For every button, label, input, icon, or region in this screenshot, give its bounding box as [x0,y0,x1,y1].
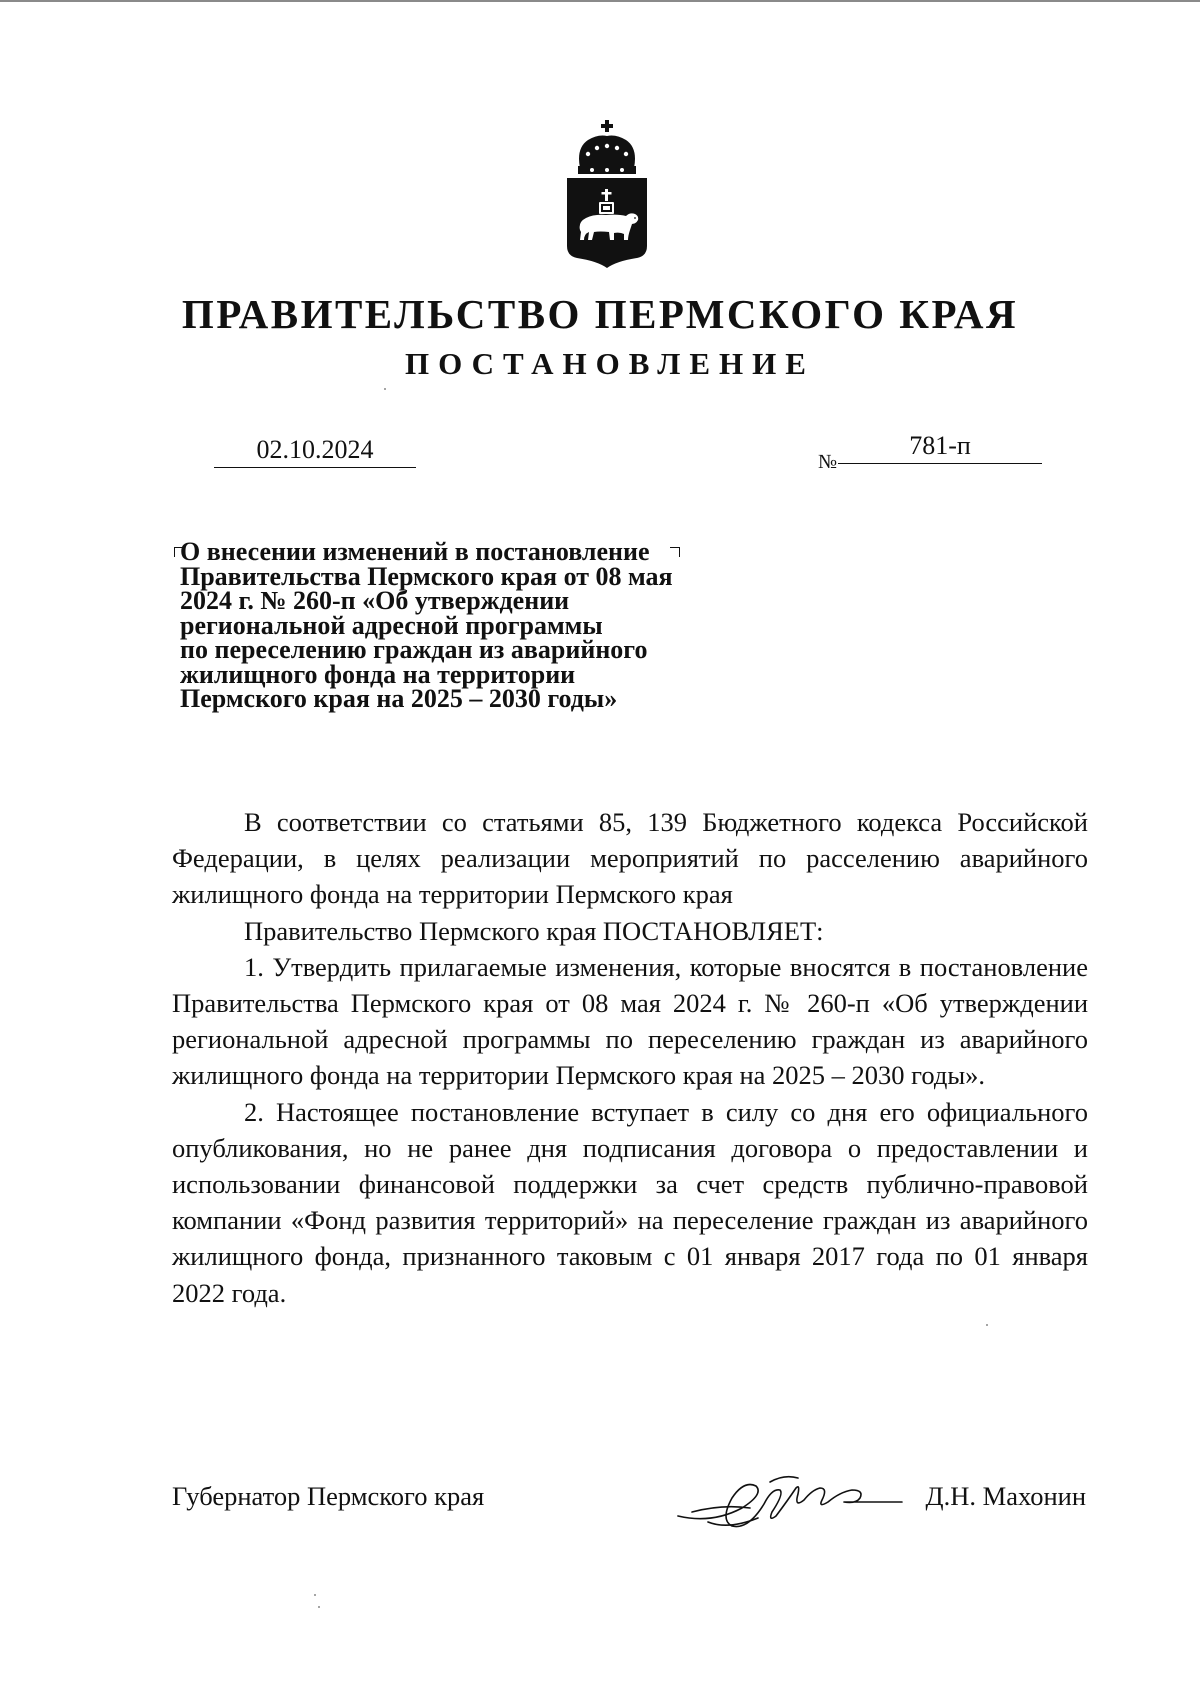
scan-speck [314,1594,316,1596]
subject-line: 2024 г. № 260-п «Об утверждении [180,586,570,615]
document-number: 781-п [838,429,1042,464]
scan-speck [318,1606,320,1608]
subject-line: Пермского края на 2025 – 2030 годы» [180,684,618,713]
handwritten-signature-icon [672,1464,904,1536]
document-date: 02.10.2024 [214,433,416,468]
signature-block [172,1472,1088,1532]
signatory-position: Губернатор Пермского края [172,1481,485,1511]
perm-krai-coat-of-arms-icon [562,118,652,270]
subject-line: О внесении изменений в постановление [180,537,650,566]
document-subject [180,537,780,713]
signatory-name: Д.Н. Махонин [925,1481,1086,1511]
number-sign: № [818,451,838,473]
organization-title: ПРАВИТЕЛЬСТВО ПЕРМСКОГО КРАЯ [181,291,1019,337]
document-type-heading: ПОСТАНОВЛЕНИЕ [405,346,815,381]
document-body [172,804,1088,1311]
subject-line: региональной адресной программы [180,610,603,640]
body-paragraph-decree: Правительство Пермского края ПОСТАНОВЛЯЕТ: [244,915,824,946]
subject-line: жилищного фонда на территории [180,659,576,689]
subject-line: Правительства Пермского края от 08 мая [180,561,673,591]
body-paragraph-preamble: В соответствии со статьями 85, 139 Бюджетного кодекса Российской Федерации, в целях реализации мероприятий по расселению аварийного жилищного фонда на территории Пермского края [172,807,1088,910]
scan-speck [986,1324,988,1326]
body-paragraph-item-1: 1. Утвердить прилагаемые изменения, которые вносятся в постановление Правительства Пермского края от 08 мая 2024 г. № 260-п «Об утверждении региональной адресной программы по переселению граждан из аварийного жилищного фонда на территории Пермского края на 2025 – 2030 годы». [172,951,1088,1091]
subject-line: по переселению граждан из аварийного [180,635,648,664]
scan-speck [384,388,386,390]
body-paragraph-item-2: 2. Настоящее постановление вступает в силу со дня его официального опубликования, но не ранее дня подписания договора о предоставлении и использовании финансовой поддержки за счет средств публично-правовой компании «Фонд развития территорий» на переселение граждан из аварийного жилищного фонда, признанного таковым с 01 января 2017 года по 01 января 2022 года. [172,1096,1088,1308]
